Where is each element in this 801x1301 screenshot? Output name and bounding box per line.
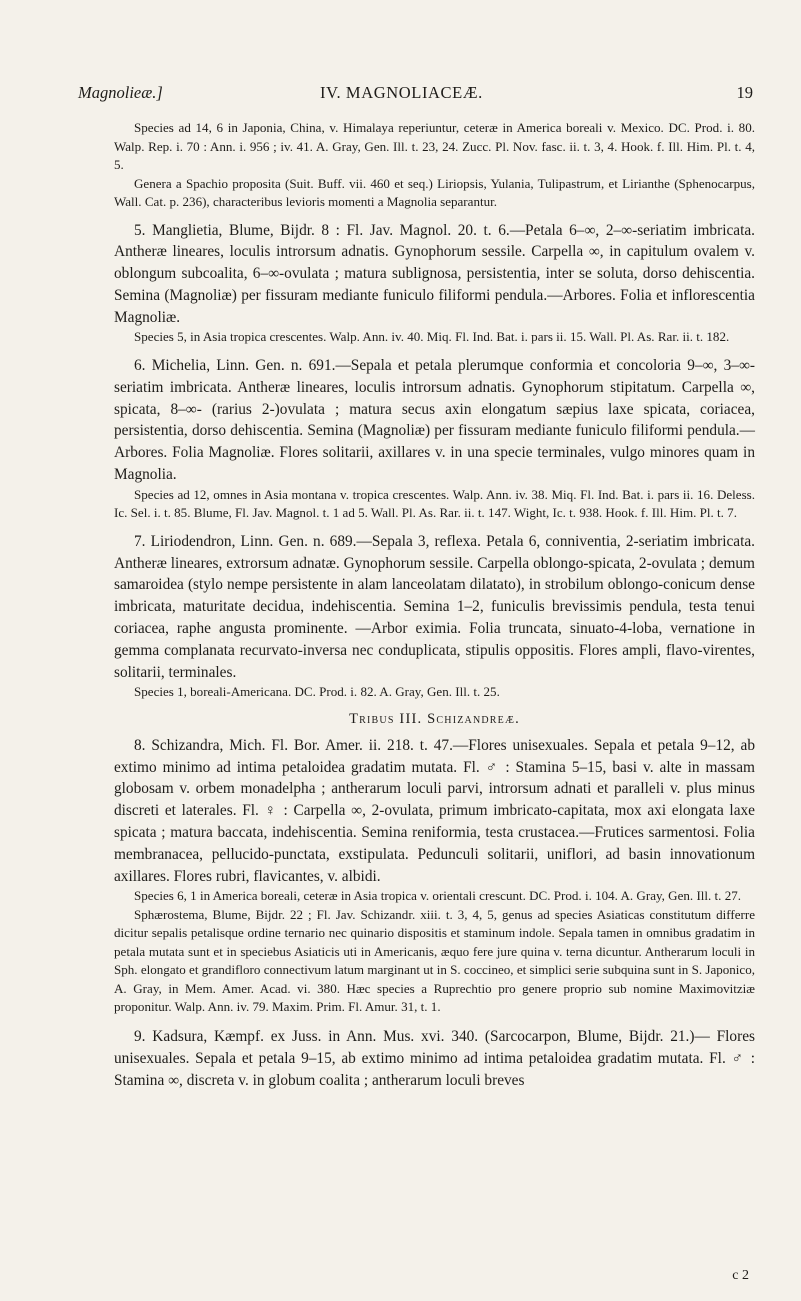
genus-description: 5. Manglietia, Blume, Bijdr. 8 : Fl. Jav. Magnol. 20. t. 6.—Petala 6–∞, 2–∞-seriatim imbricata. Antheræ lineares, loculis introrsum adnatis. Gynophorum sessile. Carpella ∞, in capitulum ovalem v. oblongum subcoalita, 6–∞-ovulata ; matura sublignosa, persistentia, inter se soluta, dorso dehiscentia. Semina (Magnoliæ) per fissuram mediante funiculo filiformi pendula.—Arbores. Folia et inflorescentia Magnoliæ.	[114, 221, 755, 326]
genus-description: 8. Schizandra, Mich. Fl. Bor. Amer. ii. 218. t. 47.—Flores unisexuales. Sepala et petala 9–12, ab extimo minimo ad intima petaloidea gradatim mutata. Fl. ♂ : Stamina 5–15, basi v. alte in massam globosam v. orbem monadelpha ; antherarum loculi parvi, introrsum adnati et paralleli v. plus minus discreti et laterales. Fl. ♀ : Carpella ∞, 2-ovulata, primum imbricato-capitata, mox axi elongata laxe spicata ; matura baccata, indehiscentia. Semina reniformia, testa crustacea.—Frutices sarmentosi. Folia membranacea, pellucido-punctata, exstipulata. Pedunculi solitarii, uniflori, ad basin innovationum axillares. Flores rubri, flavicantes, v. albidi.	[114, 736, 755, 885]
genus-description: 6. Michelia, Linn. Gen. n. 691.—Sepala et petala plerumque conformia et concoloria 9–∞, 3–∞-seriatim imbricata. Antheræ lineares, loculis introrsum adnatis. Gynophorum stipitatum. Carpella ∞, spicata, 8–∞- (rarius 2-)ovulata ; matura secus axin elongatum sæpius laxe spicata, coriacea, persistentia, dorso dehiscentia. Semina (Magnoliæ) per fissuram mediante funiculo filiformi pendula.—Arbores. Folia Magnoliæ. Flores solitarii, axillares v. in una specie terminales, vulgo minores quam in Magnolia.	[114, 356, 755, 483]
header-section-title: Magnolieæ.]	[78, 83, 163, 102]
genus-description: 9. Kadsura, Kæmpf. ex Juss. in Ann. Mus. xvi. 340. (Sarcocarpon, Blume, Bijdr. 21.)— Flores unisexuales. Sepala et petala 9–15, ab extimo minimo ad intima petaloidea gradatim mutata. Fl. ♂ : Stamina ∞, discreta v. in globum coalita ; antherarum loculi breves	[114, 1027, 755, 1089]
signature-mark: c 2	[732, 1268, 749, 1283]
genus-description: 7. Liriodendron, Linn. Gen. n. 689.—Sepala 3, reflexa. Petala 6, conniventia, 2-seriatim imbricata. Antheræ lineares, extrorsum adnatæ. Gynophorum sessile. Carpella oblongo-spicata, 2-ovulata ; demum samaroidea (stylo nempe persistente in alam lanceolatam dilatato), in strobilum oblongo-conicum dense imbricata, maturitate decidua, indehiscentia. Semina 1–2, funiculis brevissimis pendula, testa tenui coriacea, raphe angusta prominente. —Arbor eximia. Folia truncata, sinuato-4-loba, vernatione in gemma complanata recurvato-inversa nec conduplicata, stipulis oppositis. Flores ampli, flavo-virentes, solitarii, terminales.	[114, 532, 755, 681]
species-note: Species 5, in Asia tropica crescentes. Walp. Ann. iv. 40. Miq. Fl. Ind. Bat. i. pars ii. 15. Wall. Pl. As. Rar. ii. t. 182.	[134, 329, 730, 345]
species-note: Species 1, boreali-Americana. DC. Prod. i. 82. A. Gray, Gen. Ill. t. 25.	[134, 684, 500, 700]
species-note: Species ad 14, 6 in Japonia, China, v. Himalaya reperiuntur, ceteræ in America boreali v. Mexico. DC. Prod. i. 80. Walp. Rep. i. 70 : Ann. i. 956 ; iv. 41. A. Gray, Gen. Ill. t. 23, 24. Zucc. Pl. Nov. fasc. ii. t. 3, 4. Hook. f. Ill. Him. Pl. t. 4, 5.	[114, 120, 755, 172]
species-note: Species 6, 1 in America boreali, ceteræ in Asia tropica v. orientali crescunt. DC. Prod. i. 104. A. Gray, Gen. Ill. t. 27.	[134, 888, 742, 904]
header-family-title: IV. MAGNOLIACEÆ.	[320, 83, 483, 102]
tribe-heading: Tribus III. Schizandreæ.	[349, 710, 520, 727]
species-note: Genera a Spachio proposita (Suit. Buff. vii. 460 et seq.) Liriopsis, Yulania, Tulipastrum, et Lirianthe (Sphenocarpus, Wall. Cat. p. 236), characteribus levioris momenti a Magnolia separantur.	[114, 175, 755, 209]
page-number: 19	[736, 83, 753, 102]
running-header	[0, 83, 801, 107]
species-note: Sphærostema, Blume, Bijdr. 22 ; Fl. Jav. Schizandr. xiii. t. 3, 4, 5, genus ad species Asiaticas constitutum differre dicitur sepalis petalisque ordine ternario nec quinario dispositis et staminum indole. Sepala tamen in omnibus gradatim in petala mutata sunt et in speciebus Asiaticis uti in Americanis, æquo fere jure quina v. terna dicuntur. Antherarum loculi in Sph. elongato et grandifloro connectivum latum marginant ut in S. coccineo, et simplici serie subquina sunt in S. Japonico, A. Gray, in Mem. Amer. Acad. vi. 380. Hæc species a Ruprechtio pro genere proprio sub nomine Maximovitziæ proponitur. Walp. Ann. iv. 79. Maxim. Prim. Fl. Amur. 31, t. 1.	[114, 906, 755, 1015]
page-body	[114, 119, 755, 1091]
species-note: Species ad 12, omnes in Asia montana v. tropica crescentes. Walp. Ann. iv. 38. Miq. Fl. Ind. Bat. i. pars ii. 16. Deless. Ic. Sel. i. t. 85. Blume, Fl. Jav. Magnol. t. 1 ad 5. Wall. Pl. As. Rar. ii. t. 147. Wight, Ic. t. 938. Hook. f. Ill. Him. Pl. t. 7.	[114, 486, 755, 521]
